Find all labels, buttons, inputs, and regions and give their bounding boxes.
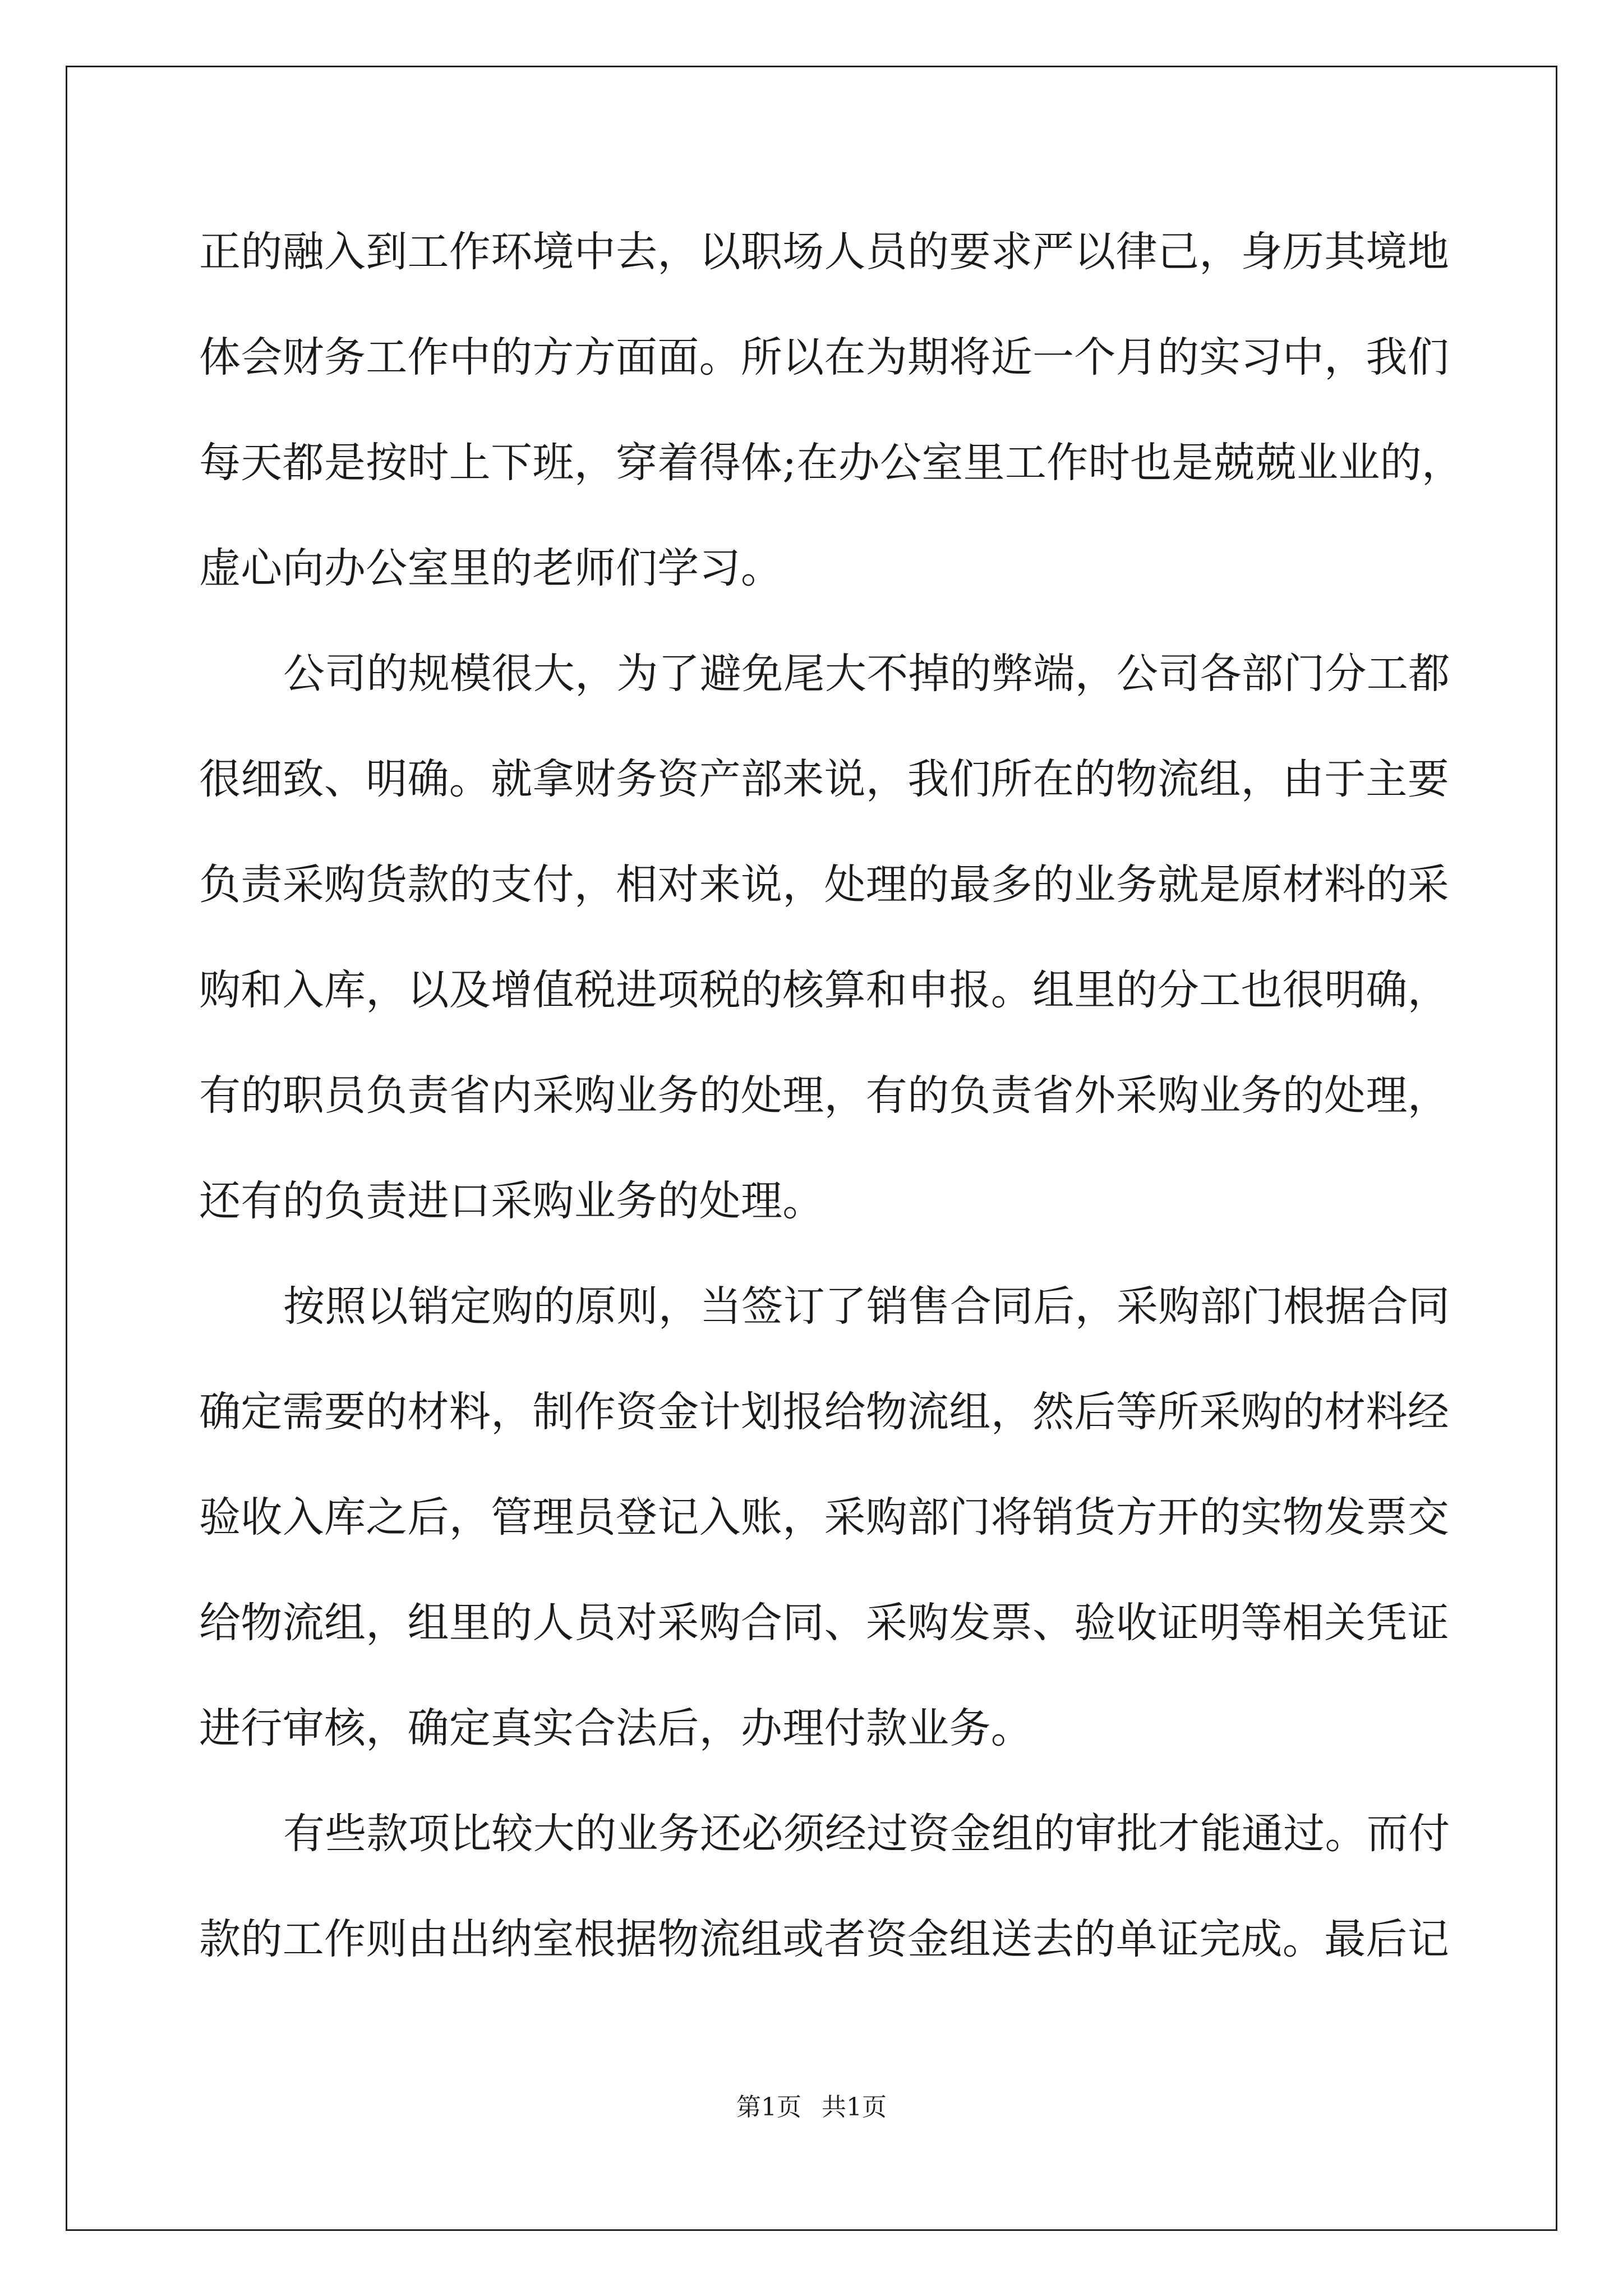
text-line: 每天都是按时上下班，穿着得体;在办公室里工作时也是兢兢业业的， [199,439,1464,487]
text-line: 购和入库，以及增值税进项税的核算和申报。组里的分工也很明确， [199,966,1449,1014]
text-line: 正的融入到工作环境中去，以职场人员的要求严以律己，身历其境地 [199,228,1449,276]
text-line: 给物流组，组里的人员对采购合同、采购发票、验收证明等相关凭证 [199,1599,1449,1647]
text-line: 负责采购货款的支付，相对来说，处理的最多的业务就是原材料的采 [199,861,1449,909]
text-line: 款的工作则由出纳室根据物流组或者资金组送去的单证完成。最后记 [199,1915,1449,1963]
paragraph-first-line: 有些款项比较大的业务还必须经过资金组的审批才能通过。而付 [283,1810,1450,1858]
text-line: 还有的负责进口采购业务的处理。 [199,1177,824,1225]
paragraph-first-line: 按照以销定购的原则，当签订了销售合同后，采购部门根据合同 [283,1282,1450,1331]
page-number-total: 共1页 [822,2093,887,2122]
text-line: 体会财务工作中的方方面面。所以在为期将近一个月的实习中，我们 [199,333,1449,381]
page-footer [0,2087,1623,2123]
text-line: 验收入库之后，管理员登记入账，采购部门将销货方开的实物发票交 [199,1493,1449,1542]
text-line: 进行审核，确定真实合法后，办理付款业务。 [199,1704,1032,1752]
text-line: 很细致、明确。就拿财务资产部来说，我们所在的物流组，由于主要 [199,755,1449,803]
page-number-current: 第1页 [736,2093,801,2122]
paragraph-first-line: 公司的规模很大，为了避免尾大不掉的弊端，公司各部门分工都 [283,650,1450,698]
text-line: 虚心向办公室里的老师们学习。 [199,544,783,592]
text-line: 有的职员负责省内采购业务的处理，有的负责省外采购业务的处理， [199,1071,1449,1120]
document-body [199,199,1464,1992]
text-line: 确定需要的材料，制作资金计划报给物流组，然后等所采购的材料经 [199,1388,1449,1436]
